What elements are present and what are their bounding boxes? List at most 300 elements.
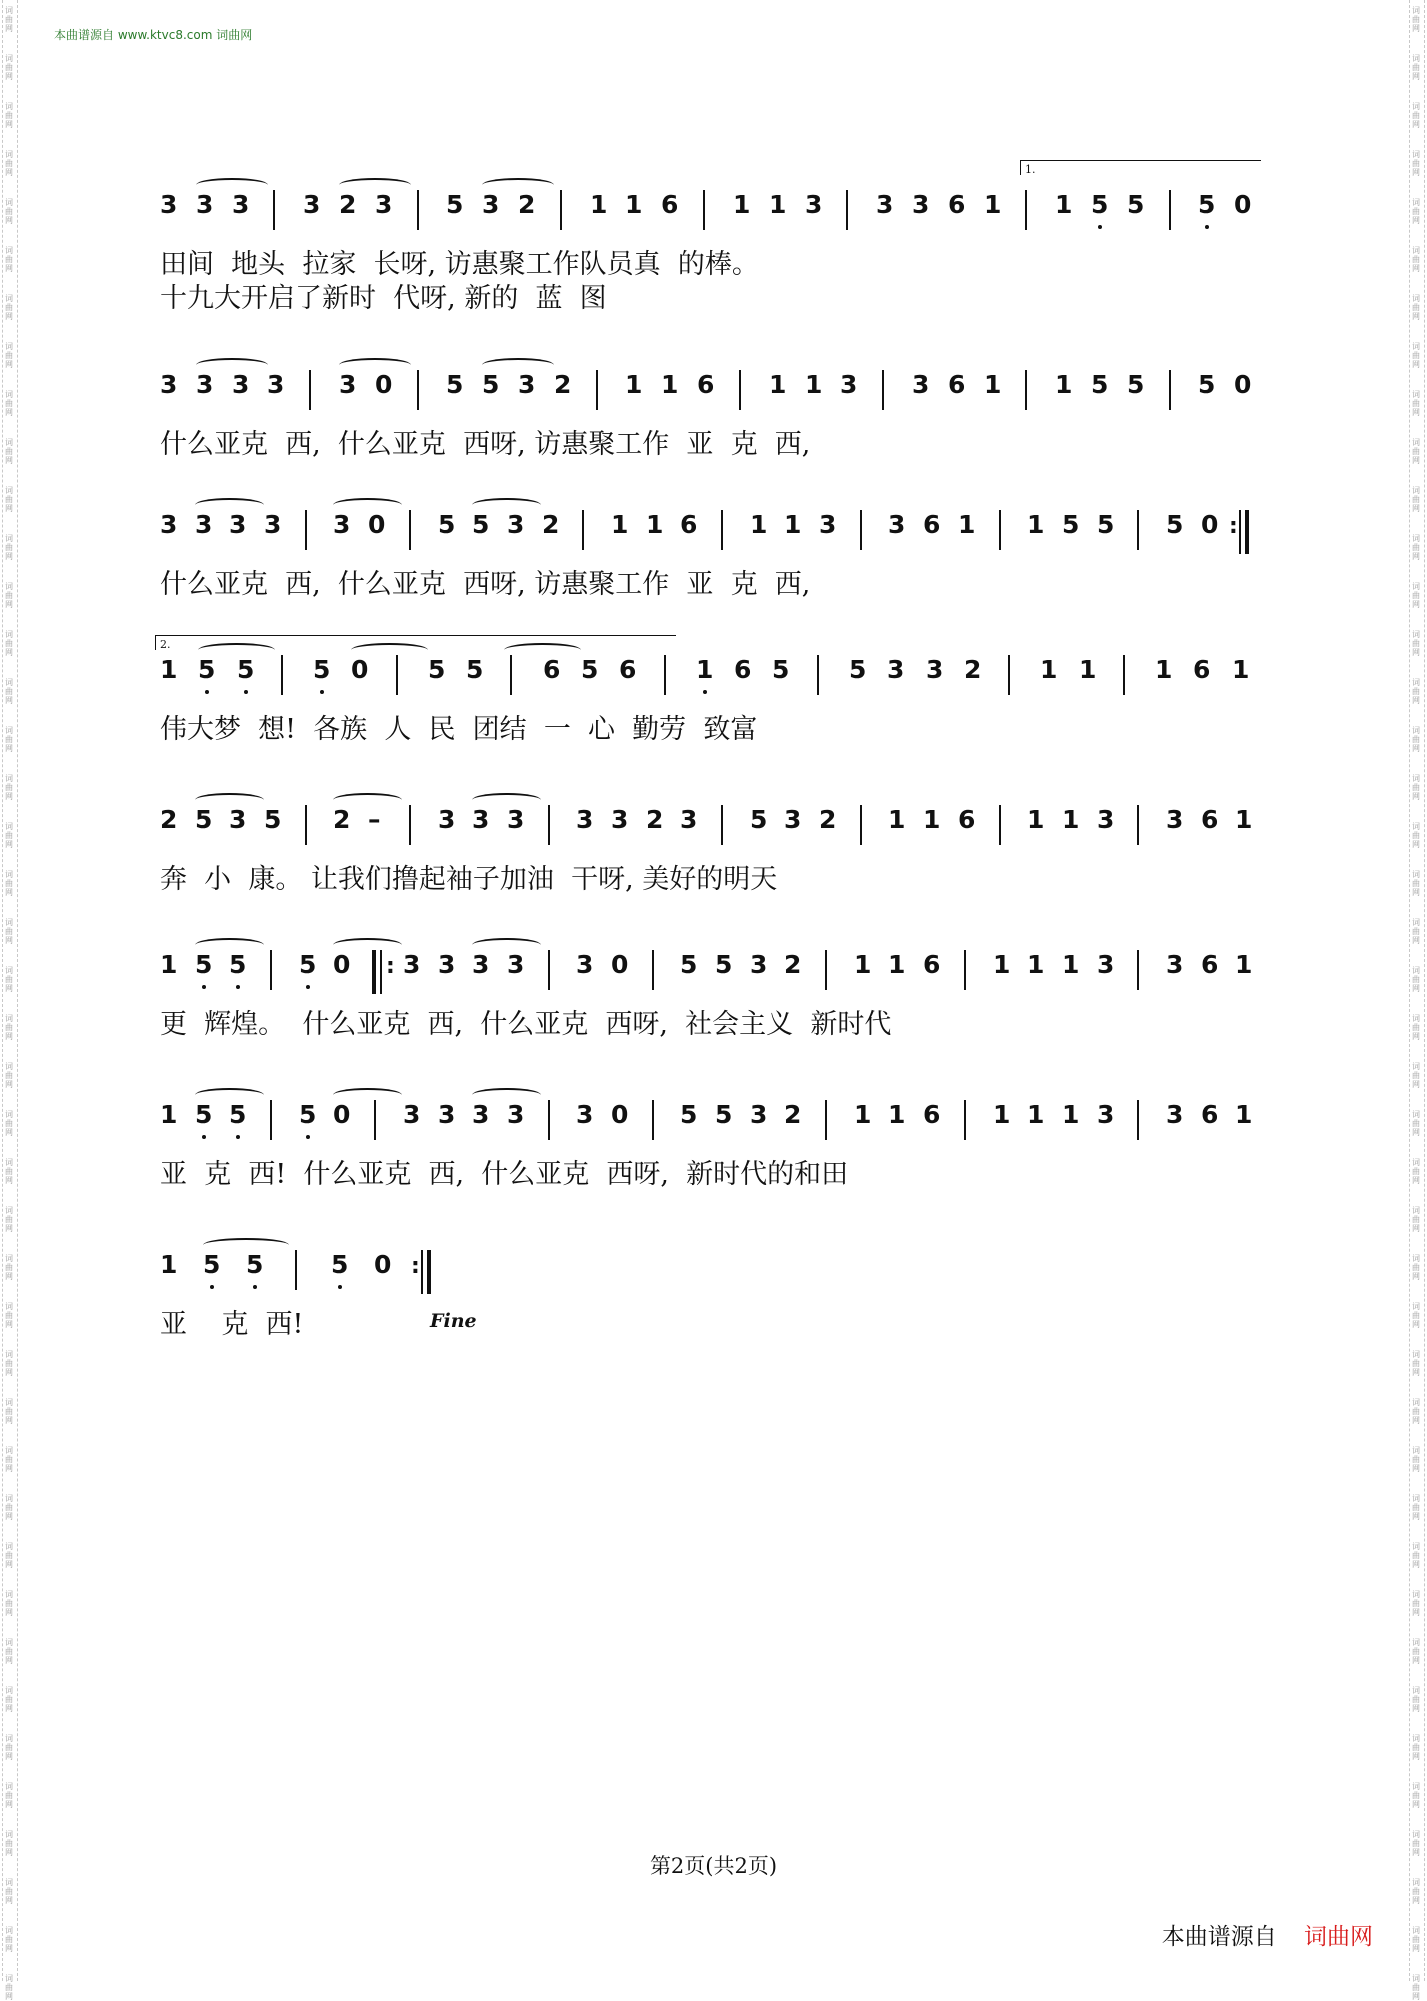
- slur: [196, 178, 268, 192]
- note: 3: [507, 805, 525, 834]
- note: 3: [926, 655, 944, 684]
- watermark-text: 词 曲 网: [1412, 1878, 1420, 1905]
- watermark-text: 词 曲 网: [5, 1926, 13, 1953]
- watermark-text: 词 曲 网: [1412, 486, 1420, 513]
- barline: [548, 950, 550, 990]
- watermark-text: 词 曲 网: [1412, 150, 1420, 177]
- side-watermark-left: [2, 0, 18, 2001]
- slur: [472, 1088, 541, 1102]
- note: 3: [303, 190, 321, 219]
- score-line: [160, 930, 1270, 1080]
- slur: [196, 358, 268, 372]
- volta-label: 1.: [1025, 163, 1036, 176]
- octave-dot: [202, 1135, 206, 1139]
- barline: [270, 1100, 272, 1140]
- note: 5: [1097, 510, 1115, 539]
- note: 3: [576, 805, 594, 834]
- note: 5: [680, 950, 698, 979]
- repeat-end-barline: :: [1239, 510, 1249, 554]
- note: 2: [554, 370, 572, 399]
- watermark-text: 词 曲 网: [1412, 1158, 1420, 1185]
- score-line: [160, 635, 1270, 785]
- watermark-text: 词 曲 网: [5, 102, 13, 129]
- watermark-text: 词 曲 网: [1412, 534, 1420, 561]
- note: 5: [229, 1100, 246, 1130]
- note: 1: [646, 510, 664, 539]
- note: 0: [351, 655, 369, 684]
- watermark-text: 词 曲 网: [1412, 918, 1420, 945]
- watermark-text: 词 曲 网: [5, 918, 13, 945]
- note: 3: [403, 950, 421, 979]
- barline: [652, 1100, 654, 1140]
- barline: [860, 510, 862, 550]
- note: 1: [1027, 1100, 1045, 1129]
- barline: [825, 950, 827, 990]
- slur: [195, 793, 264, 807]
- note: 5: [1127, 370, 1145, 399]
- watermark-text: 词 曲 网: [1412, 1014, 1420, 1041]
- note: 5: [715, 1100, 733, 1129]
- note: 5: [472, 510, 490, 539]
- note: 5: [1166, 510, 1184, 539]
- note: 3: [840, 370, 858, 399]
- watermark-text: 词 曲 网: [5, 438, 13, 465]
- watermark-text: 词 曲 网: [5, 198, 13, 225]
- watermark-text: 词 曲 网: [5, 1158, 13, 1185]
- watermark-text: 词 曲 网: [1412, 1830, 1420, 1857]
- note: 6: [619, 655, 637, 684]
- barline: [825, 1100, 827, 1140]
- watermark-text: 词 曲 网: [1412, 630, 1420, 657]
- barline: [305, 805, 307, 845]
- barline: [548, 1100, 550, 1140]
- octave-dot: [306, 1135, 310, 1139]
- note: 6: [1201, 950, 1219, 979]
- note: 6: [958, 805, 976, 834]
- note: 6: [680, 510, 698, 539]
- watermark-text: 词 曲 网: [1412, 1062, 1420, 1089]
- page-number: 第2页(共2页): [649, 1854, 778, 1878]
- volta-bracket: [155, 635, 676, 650]
- footer-source-label: 本曲谱源自: [1161, 1924, 1277, 1950]
- octave-dot: [306, 985, 310, 989]
- notes-row: [160, 1250, 1270, 1288]
- note: 2: [784, 1100, 802, 1129]
- side-watermark-right: [1409, 0, 1425, 2001]
- watermark-text: 词 曲 网: [1412, 966, 1420, 993]
- octave-dot: [244, 690, 248, 694]
- note: 3: [912, 190, 930, 219]
- slur: [195, 1088, 264, 1102]
- note: 6: [543, 655, 561, 684]
- note: 1: [958, 510, 976, 539]
- watermark-text: 词 曲 网: [1412, 1110, 1420, 1137]
- slur: [195, 938, 264, 952]
- watermark-text: 词 曲 网: [5, 1446, 13, 1473]
- slur: [333, 498, 402, 512]
- barline: [664, 655, 666, 695]
- note: 5: [466, 655, 484, 684]
- slur: [472, 498, 541, 512]
- note: 1: [1040, 655, 1058, 684]
- note: 3: [888, 510, 906, 539]
- slur: [333, 1088, 402, 1102]
- note: 5: [581, 655, 599, 684]
- watermark-text: 词 曲 网: [5, 1302, 13, 1329]
- notes-row: [160, 950, 1270, 988]
- barline: [270, 950, 272, 990]
- note: 2: [160, 805, 178, 834]
- watermark-text: 词 曲 网: [5, 678, 13, 705]
- note: 3: [232, 190, 250, 219]
- slur: [333, 793, 402, 807]
- note: 1: [769, 370, 787, 399]
- note: 3: [195, 510, 213, 539]
- note: 2: [646, 805, 664, 834]
- note: 1: [1232, 655, 1250, 684]
- watermark-text: 词 曲 网: [1412, 198, 1420, 225]
- note: 6: [948, 370, 966, 399]
- watermark-text: 词 曲 网: [1412, 1446, 1420, 1473]
- note: 1: [1062, 805, 1080, 834]
- note: 1: [661, 370, 679, 399]
- barline: [396, 655, 398, 695]
- note: 5: [195, 950, 212, 980]
- octave-dot: [202, 985, 206, 989]
- note: 3: [1166, 1100, 1184, 1129]
- lyrics-verse-1: 更 辉煌。 什么亚克 西, 什么亚克 西呀, 社会主义 新时代: [160, 1009, 892, 1040]
- note: 1: [160, 655, 178, 684]
- watermark-text: 词 曲 网: [5, 1686, 13, 1713]
- watermark-text: 词 曲 网: [1412, 1398, 1420, 1425]
- barline: [1137, 1100, 1139, 1140]
- note: 3: [784, 805, 802, 834]
- watermark-text: 词 曲 网: [1412, 1494, 1420, 1521]
- note: 3: [819, 510, 837, 539]
- volta-bracket: [1020, 160, 1261, 175]
- note: 3: [1097, 1100, 1115, 1129]
- note: 3: [1166, 950, 1184, 979]
- watermark-text: 词 曲 网: [1412, 1974, 1420, 2001]
- watermark-text: 词 曲 网: [1412, 1782, 1420, 1809]
- barline: [1137, 510, 1139, 550]
- watermark-text: 词 曲 网: [1412, 1638, 1420, 1665]
- note: 5: [428, 655, 446, 684]
- note: 5: [680, 1100, 698, 1129]
- note: 3: [160, 510, 178, 539]
- watermark-text: 词 曲 网: [5, 1398, 13, 1425]
- note: 5: [313, 655, 330, 685]
- octave-dot: [236, 1135, 240, 1139]
- barline: [582, 510, 584, 550]
- watermark-text: 词 曲 网: [1412, 1302, 1420, 1329]
- watermark-text: 词 曲 网: [5, 1878, 13, 1905]
- note: 6: [1201, 805, 1219, 834]
- barline: [417, 370, 419, 410]
- watermark-text: 词 曲 网: [1412, 726, 1420, 753]
- octave-dot: [253, 1285, 257, 1289]
- lyrics-verse-1: 亚 克 西! 什么亚克 西, 什么亚克 西呀, 新时代的和田: [160, 1159, 849, 1190]
- watermark-text: 词 曲 网: [5, 342, 13, 369]
- note: 3: [232, 370, 250, 399]
- watermark-text: 词 曲 网: [1412, 1734, 1420, 1761]
- note: 1: [733, 190, 751, 219]
- fine-marking: Fine: [430, 1310, 477, 1332]
- watermark-text: 词 曲 网: [1412, 774, 1420, 801]
- watermark-text: 词 曲 网: [1412, 678, 1420, 705]
- note: 5: [715, 950, 733, 979]
- watermark-text: 词 曲 网: [5, 630, 13, 657]
- slur: [339, 358, 411, 372]
- note: 5: [198, 655, 215, 685]
- repeat-end-barline: :: [421, 1250, 431, 1294]
- note: 3: [438, 805, 456, 834]
- watermark-text: 词 曲 网: [1412, 54, 1420, 81]
- note: 3: [680, 805, 698, 834]
- slur: [333, 938, 402, 952]
- octave-dot: [236, 985, 240, 989]
- note: 6: [1201, 1100, 1219, 1129]
- watermark-text: 词 曲 网: [5, 1350, 13, 1377]
- barline: [860, 805, 862, 845]
- watermark-text: 词 曲 网: [1412, 1542, 1420, 1569]
- barline: [1137, 805, 1139, 845]
- watermark-text: 词 曲 网: [5, 1494, 13, 1521]
- note: 5: [195, 805, 213, 834]
- note: 3: [196, 370, 214, 399]
- note: 5: [1062, 510, 1080, 539]
- note: 1: [160, 950, 178, 979]
- header-source-text: 本曲谱源自 www.ktvc8.com 词曲网: [54, 28, 253, 42]
- note: 1: [1235, 805, 1253, 834]
- numbered-music-score: [160, 163, 1270, 1350]
- barline: [1025, 190, 1027, 230]
- note: 3: [507, 1100, 525, 1129]
- watermark-text: 词 曲 网: [1412, 1590, 1420, 1617]
- score-line: [160, 163, 1270, 350]
- note: 3: [472, 950, 490, 979]
- notes-row: [160, 163, 1270, 228]
- barline: [964, 1100, 966, 1140]
- note: 3: [438, 1100, 456, 1129]
- note: 1: [984, 370, 1002, 399]
- note: 3: [438, 950, 456, 979]
- note: 0: [611, 1100, 629, 1129]
- note: 5: [446, 370, 464, 399]
- note: 1: [590, 190, 608, 219]
- barline: [1169, 190, 1171, 230]
- note: 1: [1055, 190, 1073, 219]
- note: 3: [160, 370, 178, 399]
- note: 3: [375, 190, 393, 219]
- watermark-text: 词 曲 网: [5, 1062, 13, 1089]
- note: 5: [195, 1100, 212, 1130]
- watermark-text: 词 曲 网: [5, 870, 13, 897]
- note: 3: [576, 1100, 594, 1129]
- slur: [203, 1238, 289, 1252]
- note: 0: [368, 510, 386, 539]
- note: 6: [697, 370, 715, 399]
- slur: [482, 358, 554, 372]
- note: 3: [482, 190, 500, 219]
- barline: [309, 370, 311, 410]
- octave-dot: [210, 1285, 214, 1289]
- barline: [999, 510, 1001, 550]
- note: 3: [1097, 805, 1115, 834]
- note: 2: [542, 510, 560, 539]
- note: 1: [1062, 1100, 1080, 1129]
- lyrics-verse-1: 奔 小 康。 让我们撸起袖子加油 干呀, 美好的明天: [160, 864, 778, 895]
- note: 1: [1062, 950, 1080, 979]
- lyrics-verse-1: 伟大梦 想! 各族 人 民 团结 一 心 勤劳 致富: [160, 714, 758, 745]
- lyrics-verse-1: 田间 地头 拉家 长呀, 访惠聚工作队员真 的棒。: [160, 249, 759, 280]
- slur: [472, 938, 541, 952]
- note: 1: [805, 370, 823, 399]
- note: 1: [784, 510, 802, 539]
- note: 1: [854, 1100, 872, 1129]
- note: 3: [264, 510, 282, 539]
- note: 5: [849, 655, 867, 684]
- note: 3: [912, 370, 930, 399]
- note: 3: [611, 805, 629, 834]
- note: 2: [518, 190, 536, 219]
- note: 5: [299, 1100, 316, 1130]
- barline: [295, 1250, 297, 1290]
- note: 6: [661, 190, 679, 219]
- footer-source-site[interactable]: 词曲网: [1304, 1924, 1373, 1950]
- note: 3: [229, 510, 247, 539]
- note: 1: [888, 1100, 906, 1129]
- watermark-text: 词 曲 网: [1412, 390, 1420, 417]
- watermark-text: 词 曲 网: [5, 582, 13, 609]
- barline: [652, 950, 654, 990]
- note: 5: [229, 950, 246, 980]
- notes-row: [160, 805, 1270, 843]
- barline: [999, 805, 1001, 845]
- note: 6: [923, 950, 941, 979]
- octave-dot: [320, 690, 324, 694]
- watermark-text: 词 曲 网: [5, 1206, 13, 1233]
- note: 3: [229, 805, 247, 834]
- watermark-text: 词 曲 网: [5, 390, 13, 417]
- barline: [846, 190, 848, 230]
- note: 1: [1079, 655, 1097, 684]
- barline: [273, 190, 275, 230]
- note: 1: [1055, 370, 1073, 399]
- watermark-text: 词 曲 网: [5, 1254, 13, 1281]
- note: 1: [625, 190, 643, 219]
- lyrics-verse-2: 十九大开启了新时 代呀, 新的 蓝 图: [160, 283, 607, 314]
- note: 6: [923, 1100, 941, 1129]
- note: 1: [750, 510, 768, 539]
- note: 3: [472, 805, 490, 834]
- note: 1: [1235, 1100, 1253, 1129]
- note: 3: [196, 190, 214, 219]
- note: 3: [805, 190, 823, 219]
- watermark-text: 词 曲 网: [1412, 1686, 1420, 1713]
- note: 2: [819, 805, 837, 834]
- watermark-text: 词 曲 网: [1412, 246, 1420, 273]
- note: 3: [472, 1100, 490, 1129]
- notes-row: [160, 638, 1270, 693]
- watermark-text: 词 曲 网: [5, 54, 13, 81]
- barline: [409, 510, 411, 550]
- note: 5: [203, 1250, 220, 1280]
- barline: [964, 950, 966, 990]
- watermark-text: 词 曲 网: [1412, 1350, 1420, 1377]
- note: 1: [993, 950, 1011, 979]
- watermark-text: 词 曲 网: [1412, 438, 1420, 465]
- note: 1: [984, 190, 1002, 219]
- watermark-text: 词 曲 网: [1412, 822, 1420, 849]
- barline: [1169, 370, 1171, 410]
- score-line: [160, 350, 1270, 490]
- note: 3: [750, 950, 768, 979]
- barline: [721, 805, 723, 845]
- watermark-text: 词 曲 网: [1412, 582, 1420, 609]
- note: 0: [375, 370, 393, 399]
- note: 3: [267, 370, 285, 399]
- barline: [409, 805, 411, 845]
- watermark-text: 词 曲 网: [1412, 1206, 1420, 1233]
- note: 1: [611, 510, 629, 539]
- watermark-text: 词 曲 网: [5, 6, 13, 33]
- watermark-text: 词 曲 网: [5, 486, 13, 513]
- octave-dot: [1205, 225, 1209, 229]
- notes-row: [160, 510, 1270, 548]
- note: –: [368, 805, 381, 834]
- note: 3: [333, 510, 351, 539]
- slur: [339, 178, 411, 192]
- note: 6: [948, 190, 966, 219]
- note: 0: [1234, 370, 1252, 399]
- note: 1: [1027, 950, 1045, 979]
- octave-dot: [1098, 225, 1102, 229]
- lyrics-verse-1: 什么亚克 西, 什么亚克 西呀, 访惠聚工作 亚 克 西,: [160, 429, 811, 460]
- watermark-text: 词 曲 网: [5, 1638, 13, 1665]
- watermark-text: 词 曲 网: [5, 1782, 13, 1809]
- watermark-text: 词 曲 网: [5, 1734, 13, 1761]
- note: 3: [518, 370, 536, 399]
- note: 3: [403, 1100, 421, 1129]
- watermark-text: 词 曲 网: [5, 966, 13, 993]
- watermark-text: 词 曲 网: [5, 1542, 13, 1569]
- watermark-text: 词 曲 网: [5, 1830, 13, 1857]
- score-line: [160, 1080, 1270, 1230]
- barline: [281, 655, 283, 695]
- note: 1: [1155, 655, 1173, 684]
- volta-label: 2.: [160, 638, 171, 651]
- note: 1: [1027, 805, 1045, 834]
- note: 1: [1235, 950, 1253, 979]
- note: 5: [1091, 370, 1109, 399]
- barline: [1123, 655, 1125, 695]
- watermark-text: 词 曲 网: [1412, 342, 1420, 369]
- watermark-text: 词 曲 网: [5, 726, 13, 753]
- note: 3: [750, 1100, 768, 1129]
- note: 3: [507, 510, 525, 539]
- barline: [703, 190, 705, 230]
- watermark-text: 词 曲 网: [5, 1974, 13, 2001]
- note: 0: [333, 950, 351, 979]
- note: 6: [734, 655, 752, 684]
- note: 6: [923, 510, 941, 539]
- barline: [596, 370, 598, 410]
- note: 1: [1027, 510, 1045, 539]
- lyrics-verse-1: 什么亚克 西, 什么亚克 西呀, 访惠聚工作 亚 克 西,: [160, 569, 811, 600]
- watermark-text: 词 曲 网: [5, 1110, 13, 1137]
- note: 3: [1166, 805, 1184, 834]
